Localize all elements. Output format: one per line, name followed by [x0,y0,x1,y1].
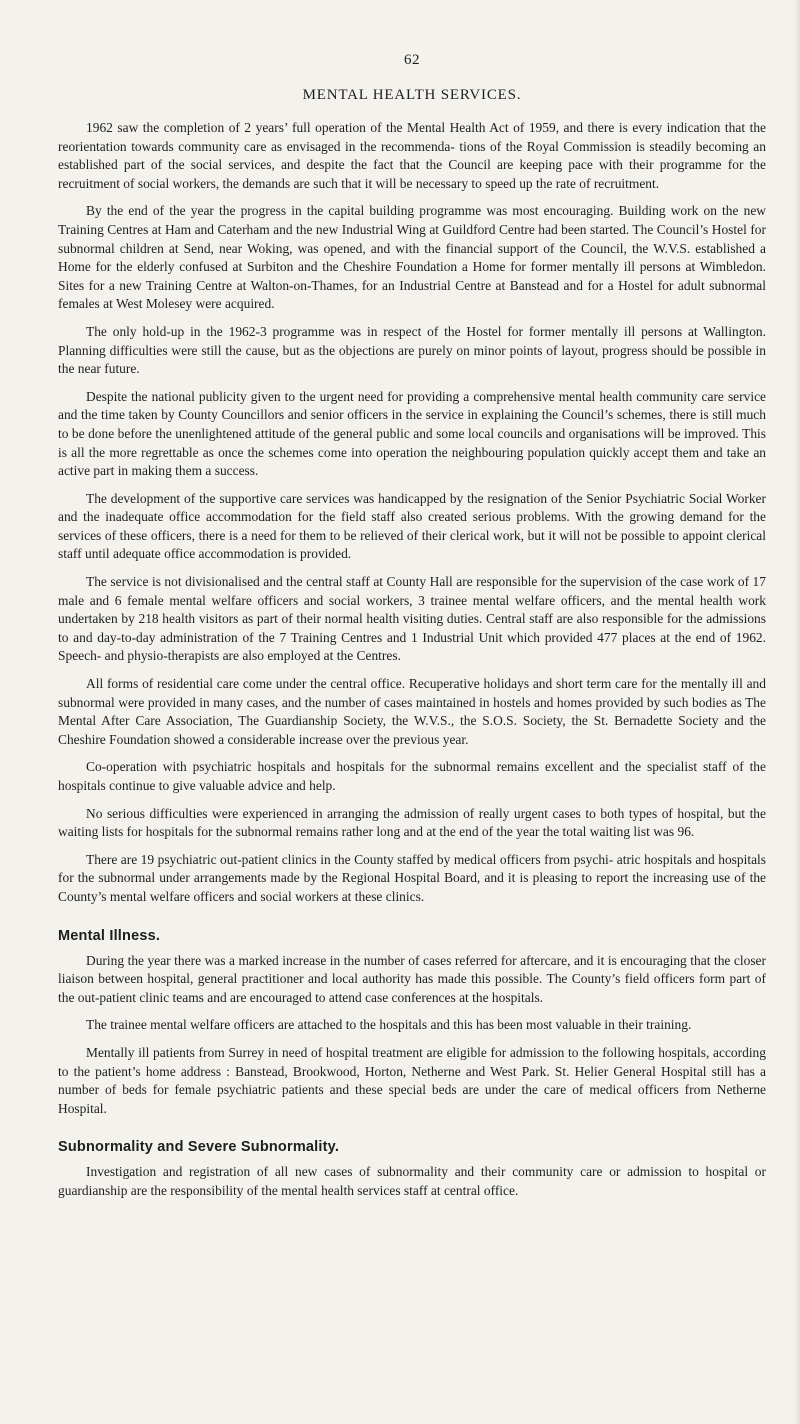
intro-paragraph: The only hold-up in the 1962-3 programme was in respect of the Hostel for former mentally ill persons at Wallington. Planning difficulties were still the cause, but as the objections are purely on minor points of layout, progress should be possible in the near future. [58,323,766,377]
intro-paragraph: The development of the supportive care services was handicapped by the resignation of the Senior Psychiatric Social Worker and the inadequate office accommodation for the field staff also created serious problems. With the growing demand for the services of these officers, there is a need for them to be relieved of their clerical work, but it will not be possible to appoint clerical staff until adequate office accommodation is provided. [58,490,766,562]
page-title: MENTAL HEALTH SERVICES. [302,87,522,103]
section-heading-subnormality: Subnormality and Severe Subnormality. [58,1139,340,1156]
mental-illness-paragraph: Mentally ill patients from Surrey in need of hospital treatment are eligible for admission to the following hospitals, according to the patient’s home address : Banstead, Brookwood, Horton, Netherne and West Park. St. Helier General Hospital still has a number of beds for female psychiatric patients and these special beds are under the care of medical officers from Netherne Hospital. [58,1044,766,1116]
subnormality-paragraph: Investigation and registration of all new cases of subnormality and their community care or admission to hospital or guardianship are the responsibility of the mental health services staff at central office. [58,1164,766,1198]
document-page [58,52,766,1210]
page-edge-shadow [794,0,800,1424]
intro-paragraph: All forms of residential care come under the central office. Recuperative holidays and short term care for the mentally ill and subnormal were provided in many cases, and the number of cases maintained in hostels and homes provided by such bodies as The Mental After Care Association, The Guardianship Society, the W.V.S., the S.O.S. Society, the St. Bernadette Society and the Cheshire Foundation showed a considerable increase over the previous year. [58,676,766,747]
intro-paragraph: There are 19 psychiatric out-patient clinics in the County staffed by medical officers from psychi- atric hospitals and hospitals for the subnormal under arrangements made by the Regional Hospital Board, and it is pleasing to report the increasing use of the County’s mental welfare officers and social workers at these clinics. [58,851,766,904]
intro-paragraph: By the end of the year the progress in the capital building programme was most encouraging. Building work on the new Training Centres at Ham and Caterham and the new Industrial Wing at Guildford Centre had been started. The Council’s Hostel for subnormal children at Send, near Woking, was opened, and with the financial support of the Council, the W.V.S. established a Home for the elderly confused at Surbiton and the Cheshire Foundation a Home for former mentally ill persons at Wimbledon. Sites for a new Training Centre at Walton-on-Thames, for an Industrial Centre at Banstead and for a Hostel for adult subnormal females at West Molesey were acquired. [58,203,766,312]
intro-paragraph: 1962 saw the completion of 2 years’ full operation of the Mental Health Act of 1959, and there is every indication that the reorientation towards community care as envisaged in the recommenda- tions of the Royal Commission is steadily becoming an established part of the social services, and despite the fact that the Council are keeping pace with their programme for the recruitment of social workers, the demands are such that it will be necessary to speed up the rate of recruitment. [58,120,766,191]
mental-illness-paragraph: During the year there was a marked increase in the number of cases referred for aftercare, and it is encouraging that the closer liaison between hospital, general practitioner and local authority has made this possible. The County’s field officers form part of the out-patient clinic teams and are encouraged to attend case conferences at the hospitals. [58,952,766,1005]
intro-paragraph: Despite the national publicity given to the urgent need for providing a comprehensive mental health community care service and the time taken by County Councillors and senior officers in the service in explaining the Council’s schemes, there is still much to be done before the unenlightened attitude of the general public and some local councils and organisations will be improved. This is all the more regrettable as once the schemes come into operation the neighbouring population quickly accept them and take an active part in making them a success. [58,388,766,479]
mental-illness-paragraph: The trainee mental welfare officers are attached to the hospitals and this has been most valuable in their training. [86,1017,692,1033]
intro-paragraph: No serious difficulties were experienced in arranging the admission of really urgent cases to both types of hospital, but the waiting lists for hospitals for the subnormal remains rather long and at the end of the year the total waiting list was 96. [58,805,766,840]
page-number: 62 [404,52,420,68]
intro-paragraph: The service is not divisionalised and the central staff at County Hall are responsible for the supervision of the case work of 17 male and 6 female mental welfare officers and social workers, 3 trainee mental welfare officers, and the mental health work undertaken by 218 health visitors as part of their normal health visiting duties. Central staff are also responsible for the admissions to and day-to-day administration of the 7 Training Centres and 1 Industrial Unit which provided 477 places at the end of 1962. Speech- and physio-therapists are also employed at the Centres. [58,574,766,664]
section-heading-mental-illness: Mental Illness. [58,927,161,944]
intro-paragraph: Co-operation with psychiatric hospitals and hospitals for the subnormal remains excellent and the specialist staff of the hospitals continue to give valuable advice and help. [58,759,766,793]
